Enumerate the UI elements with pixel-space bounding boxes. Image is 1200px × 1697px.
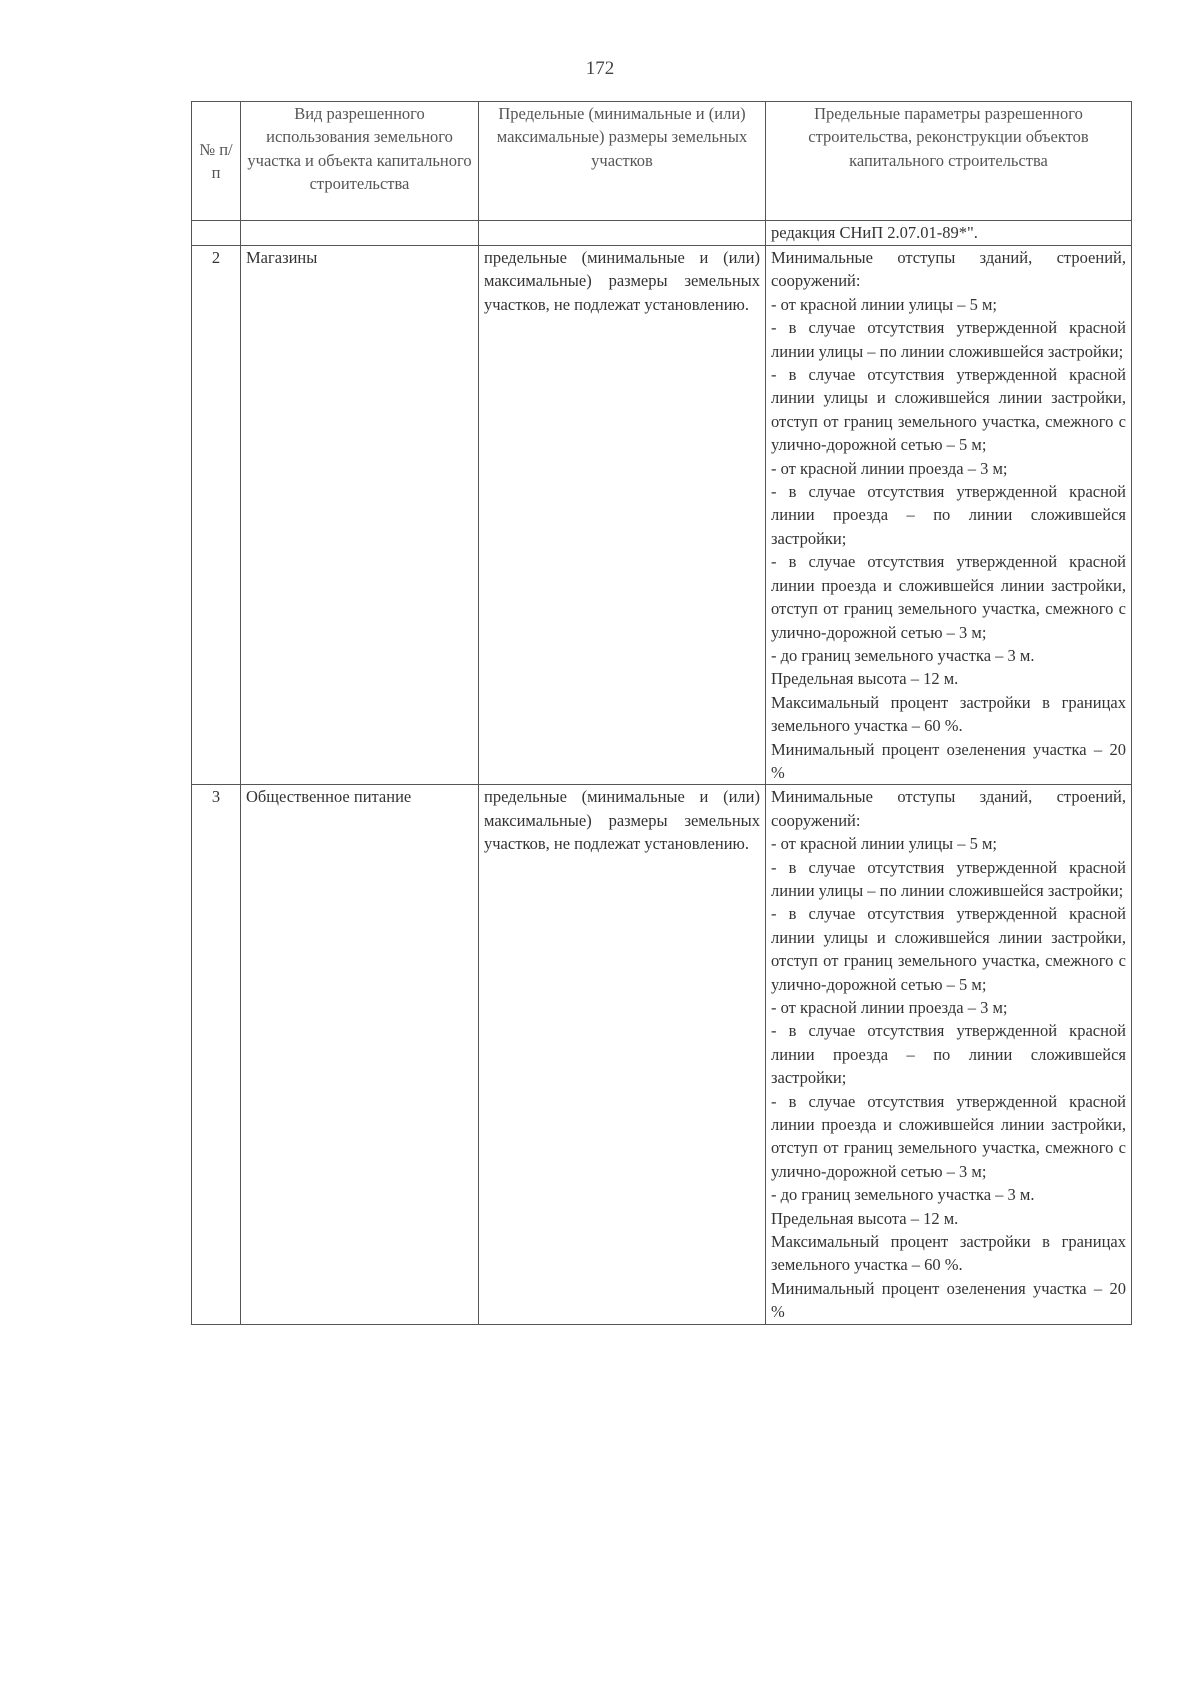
param-line: Предельная высота – 12 м.	[771, 669, 959, 689]
table-header-row	[192, 102, 1132, 221]
param-line: Предельная высота – 12 м.	[771, 1208, 959, 1228]
param-line: - в случае отсутствия утвержденной красной линии улицы и сложившейся линии застройки, отступ от границ земельного участка, смежного с улично-дорожной сетью – 5 м;	[771, 904, 1126, 994]
param-line: - от красной линии проезда – 3 м;	[771, 458, 1008, 478]
header-params: Предельные параметры разрешенного строительства, реконструкции объектов капитального строительства	[766, 102, 1132, 221]
header-sizes: Предельные (минимальные и (или) максимальные) размеры земельных участков	[479, 102, 766, 221]
page-number: 172	[585, 58, 615, 79]
row-number: 2	[192, 246, 241, 785]
continuation-row	[192, 221, 1132, 246]
table-cell	[479, 221, 766, 246]
row-params	[766, 785, 1132, 1324]
param-line: - в случае отсутствия утвержденной красной линии проезда – по линии сложившейся застройки;	[771, 1021, 1126, 1088]
header-num: № п/п	[192, 102, 241, 221]
param-line: Минимальные отступы зданий, строений, сооружений:	[771, 787, 1126, 830]
header-use-type: Вид разрешенного использования земельного участка и объекта капитального строительства	[241, 102, 479, 221]
table-row	[192, 246, 1132, 785]
param-line: - в случае отсутствия утвержденной красной линии проезда – по линии сложившейся застройки;	[771, 482, 1126, 548]
param-line: Минимальный процент озеленения участка – 20 %	[771, 1278, 1126, 1322]
param-line: - в случае отсутствия утвержденной красной линии улицы и сложившейся линии застройки, отступ от границ земельного участка, смежного с улично-дорожной сетью – 5 м;	[771, 365, 1126, 455]
regulations-table	[191, 101, 1132, 1325]
row-use-type: Магазины	[241, 246, 479, 785]
param-line: - в случае отсутствия утвержденной красной линии улицы – по линии сложившейся застройки;	[771, 857, 1126, 900]
row-params	[766, 246, 1132, 785]
param-line: - от красной линии улицы – 5 м;	[771, 834, 998, 854]
param-line: Минимальные отступы зданий, строений, сооружений:	[771, 248, 1126, 291]
param-line: - до границ земельного участка – 3 м.	[771, 1185, 1035, 1205]
param-line: - в случае отсутствия утвержденной красной линии проезда и сложившейся линии застройки, отступ от границ земельного участка, смежного с улично-дорожной сетью – 3 м;	[771, 1091, 1126, 1181]
param-line: Максимальный процент застройки в границах земельного участка – 60 %.	[771, 1232, 1126, 1275]
param-line: Минимальный процент озеленения участка – 20 %	[771, 739, 1126, 782]
row-sizes: предельные (минимальные и (или) максимальные) размеры земельных участков, не подлежат установлению.	[479, 785, 766, 1324]
row-use-type: Общественное питание	[241, 785, 479, 1324]
param-line: - от красной линии проезда – 3 м;	[771, 998, 1008, 1017]
table-cell	[192, 221, 241, 246]
param-line: - в случае отсутствия утвержденной красной линии улицы – по линии сложившейся застройки;	[771, 318, 1126, 361]
param-line: - от красной линии улицы – 5 м;	[771, 294, 998, 314]
continuation-text: редакция СНиП 2.07.01-89*".	[766, 221, 1132, 246]
table-row	[192, 785, 1132, 1324]
param-line: Максимальный процент застройки в границах земельного участка – 60 %.	[771, 692, 1126, 736]
row-number: 3	[192, 785, 241, 1324]
table-cell	[241, 221, 479, 246]
param-line: - в случае отсутствия утвержденной красной линии проезда и сложившейся линии застройки, отступ от границ земельного участка, смежного с улично-дорожной сетью – 3 м;	[771, 552, 1126, 642]
row-sizes: предельные (минимальные и (или) максимальные) размеры земельных участков, не подлежат установлению.	[479, 246, 766, 785]
param-line: - до границ земельного участка – 3 м.	[771, 645, 1035, 665]
